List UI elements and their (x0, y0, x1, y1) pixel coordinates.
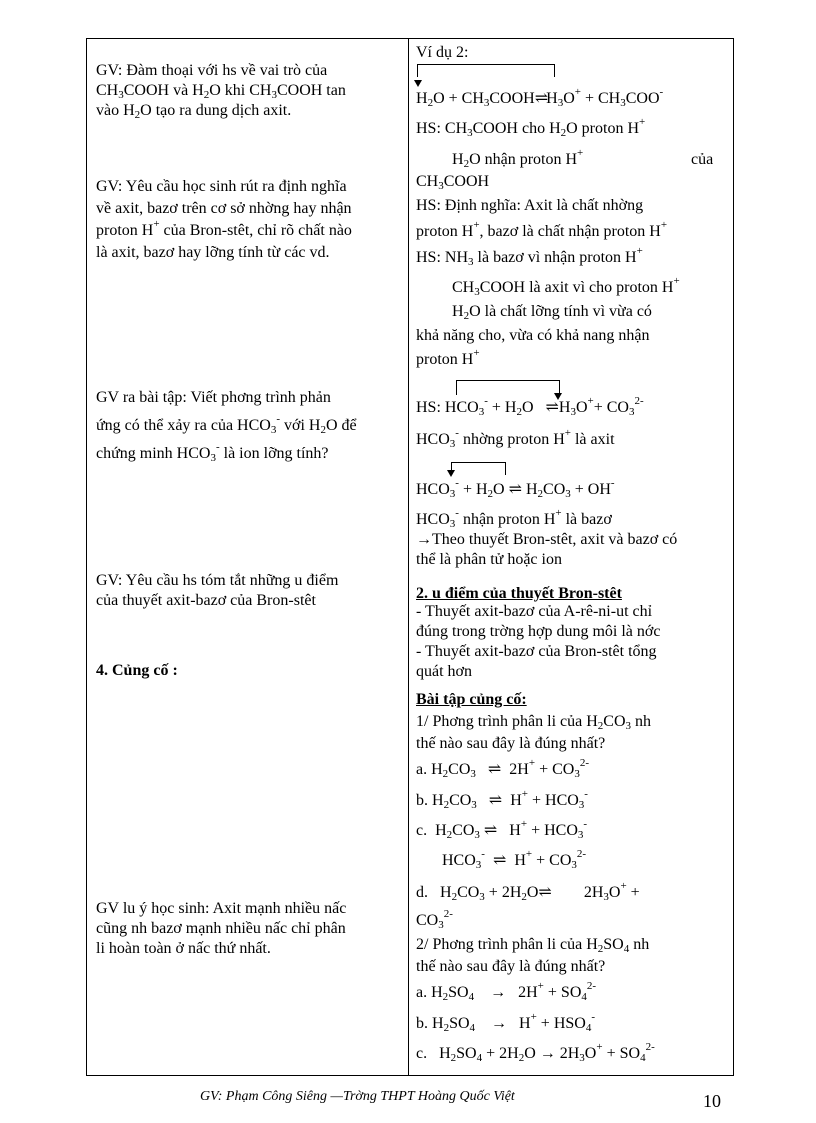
equation-1: $H_2O$ + $CH_3COOH\rightleftharpoons H_3O^+ + CH_3COO^-$ (416, 86, 664, 109)
option-1d-2: $CO_3^{2-}$ (416, 908, 453, 931)
option-1c: c. $H_2CO_3$ ⇌ $H^+ + HCO_3^-$ (416, 818, 588, 841)
option-2b: b. $H_2SO_4$ → $H^+ + HSO_4^-$ (416, 1011, 595, 1034)
water-bracket (451, 462, 506, 475)
column-divider (408, 38, 409, 1076)
hs-line-1: HS: $CH_3COOH$ cho $H_2O$ proton H+ (416, 116, 646, 139)
option-2a: a. $H_2SO_4$ → $2H^+ + SO_4^{2-}$ (416, 980, 597, 1003)
ch3cooh-line: $CH_3COOH$ là axit vì cho proton H+ (452, 275, 680, 298)
question-1: 1/ Phơng trình phân li của $H_2CO_3$ nh thế nào sau đây là đúng nhất? (416, 713, 652, 752)
hs-line-3: $CH_3COOH$ (416, 173, 490, 192)
option-1a: a. $H_2CO_3$ ⇌ $2H^+ + CO_3^{2-}$ (416, 757, 589, 780)
exercise-title: Bài tập củng cố: (416, 691, 527, 708)
equation-2: HS: $HCO_3^- + H_2O$ $\rightleftharpoons H_3O^++ CO_3^{2-}$ (416, 395, 644, 418)
hs-line-2-cua: của (691, 151, 714, 168)
option-1d: d. $H_2CO_3$ + $2H_2O\rightleftharpoons$ $2H_3O^+$ + (416, 880, 640, 903)
question-2: 2/ Phơng trình phân li của $H_2SO_4$ nh thế nào sau đây là đúng nhất? (416, 936, 650, 975)
hco3-acid-line: $HCO_3^-$ nhờng proton H+ là axit (416, 427, 615, 450)
hco3-bracket (456, 380, 560, 395)
nh3-line: HS: $NH_3$ là bazơ vì nhận proton H+ (416, 245, 643, 268)
arrow-icon: → (416, 531, 432, 548)
definition: HS: Định nghĩa: Axit là chất nhờng proton H+, bazơ là chất nhận proton H+ (416, 197, 668, 240)
teacher-note-2: GV: Yêu cầu học sinh rút ra định nghĩa về axit, bazơ trên cơ sở nhờng hay nhận proton H+ của Bron-stêt, chỉ rõ chất nào là axit, bazơ hay lỡng tính từ các vd. (96, 178, 352, 261)
page-number: 10 (703, 1091, 721, 1111)
hco3-base-line: $HCO_3^-$ nhận proton H+ là bazơ (416, 507, 612, 530)
teacher-note-3: GV ra bài tập: Viết phơng trình phản ứng có thể xảy ra của $HCO_3^-$ với $H_2O$ để chứng minh $HCO_3^-$ là ion lỡng tính? (96, 389, 357, 464)
footer-author: GV: Phạm Công Siêng —Trờng THPT Hoàng Quốc Việt (200, 1089, 515, 1104)
example-heading: Ví dụ 2: (416, 44, 469, 61)
teacher-note-5: GV lu ý học sinh: Axit mạnh nhiều nấc cũng nh bazơ mạnh nhiều nấc chỉ phân li hoàn toàn ở nấc thứ nhất. (96, 900, 347, 957)
option-1c-2: $HCO_3^-$ ⇌ $H^+ + CO_3^{2-}$ (442, 848, 587, 871)
advantage-title: 2. u điểm của thuyết Bron-stêt (416, 585, 622, 602)
advantage-body: - Thuyết axit-bazơ của A-rê-ni-ut chỉ đúng trong trờng hợp dung môi là nớc - Thuyết axit-bazơ của Bron-stêt tổng quát hơn (416, 603, 661, 680)
section-cung-co: 4. Củng cố : (96, 662, 178, 679)
option-2c: c. $H_2SO_4 + 2H_2O \to 2H_3O^+ + SO_4^{2-}$ (416, 1041, 655, 1064)
conclusion: →Theo thuyết Bron-stêt, axit và bazơ có thể là phân tử hoặc ion (416, 531, 678, 568)
hs-line-2: $H_2O$ nhận proton H+ (452, 147, 584, 170)
teacher-note-1: GV: Đàm thoại với hs về vai trò của $CH_3COOH$ và $H_2O$ khi $CH_3COOH$ tan vào $H_2O$ tạo ra dung dịch axit. (96, 62, 346, 121)
teacher-note-4: GV: Yêu cầu hs tóm tắt những u điểm của thuyết axit-bazơ của Bron-stêt (96, 572, 339, 609)
equation-3: $HCO_3^- + H_2O$ ⇌ $H_2CO_3 + OH^-$ (416, 477, 615, 500)
water-arrow-head (447, 470, 455, 477)
option-1b: b. $H_2CO_3$ ⇌ $H^+ + HCO_3^-$ (416, 788, 588, 811)
h2o-amphoteric: $H_2O$ là chất lỡng tính vì vừa có khả năng cho, vừa có khả nang nhận proton H+ (416, 303, 652, 368)
proton-transfer-bracket (417, 64, 555, 77)
transfer-arrow-head (414, 80, 422, 87)
